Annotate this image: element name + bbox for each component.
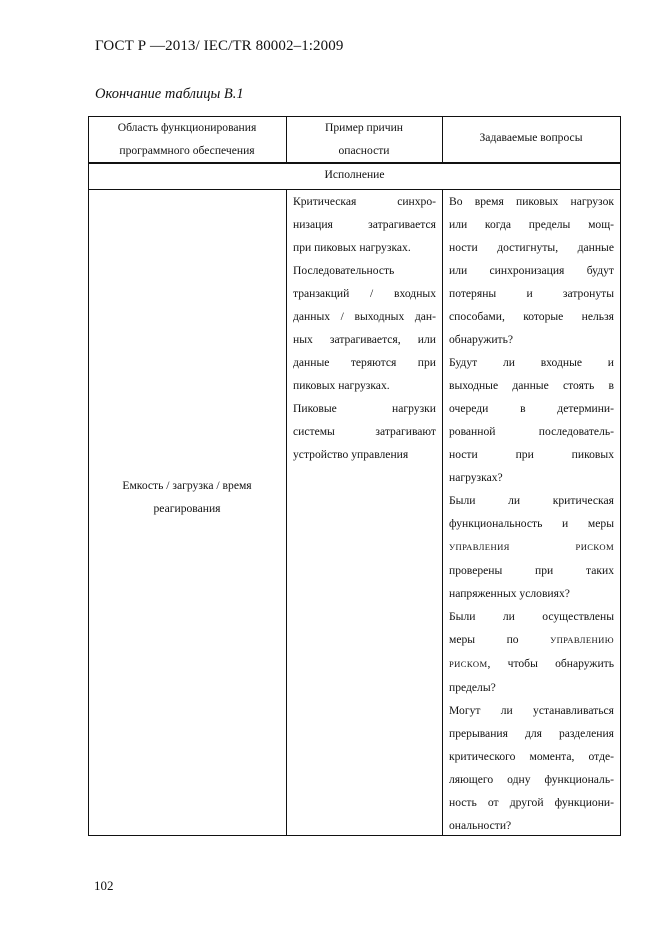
questions-line: напряженных условиях? — [449, 587, 570, 600]
questions-line: способами, которые нельзя — [449, 310, 614, 323]
questions-cell — [449, 190, 614, 837]
table-caption: Окончание таблицы В.1 — [95, 86, 244, 102]
questions-line-smallcaps — [449, 652, 614, 676]
questions-line: нагрузках? — [449, 471, 503, 484]
area-line2: реагирования — [153, 502, 221, 515]
header-causes — [286, 116, 442, 162]
causes-line: транзакций / входных — [293, 287, 436, 300]
causes-line: системы затрагивают — [293, 425, 436, 438]
questions-line: или когда пределы мощ- — [449, 218, 614, 231]
header-area — [88, 116, 286, 162]
questions-line-smallcaps — [449, 535, 614, 559]
causes-line: Критическая синхро- — [293, 195, 436, 208]
questions-fragment: , чтобы обнаружить — [487, 657, 614, 670]
causes-line: ных затрагивается, или — [293, 333, 436, 346]
page-number: 102 — [94, 878, 114, 893]
header-causes-line2: опасности — [338, 144, 390, 157]
questions-line: или синхронизация будут — [449, 264, 614, 277]
smallcaps-term: УПРАВЛЕНИЯ — [449, 542, 510, 552]
questions-line: ональности? — [449, 819, 512, 832]
questions-line: рованной последователь- — [449, 425, 614, 438]
causes-line: при пиковых нагрузках. — [293, 241, 411, 254]
section-title: Исполнение — [324, 168, 385, 181]
questions-line: обнаружить? — [449, 333, 514, 346]
causes-line: Последовательность — [293, 264, 395, 277]
questions-line: ности достигнуты, данные — [449, 241, 614, 254]
questions-line: очереди в детермини- — [449, 402, 614, 415]
header-area-line2: программного обеспечения — [119, 144, 255, 157]
causes-line: пиковых нагрузках. — [293, 379, 390, 392]
table-divider-2-body — [442, 190, 443, 836]
table-border-right — [620, 116, 621, 836]
causes-line: данные теряются при — [293, 356, 436, 369]
questions-line: функциональность и меры — [449, 517, 614, 530]
header-area-line1: Область функционирования — [117, 121, 257, 134]
risk-table — [88, 116, 621, 836]
questions-line-smallcaps — [449, 628, 614, 652]
document-header: ГОСТ Р —2013/ IEC/TR 80002–1:2009 — [95, 38, 344, 54]
smallcaps-term: УПРАВЛЕНИЮ — [550, 635, 614, 645]
causes-line: устройство управления — [293, 448, 409, 461]
header-questions: Задаваемые вопросы — [479, 131, 583, 144]
questions-line: критического момента, отде- — [449, 750, 614, 763]
questions-line: Во время пиковых нагрузок — [449, 195, 614, 208]
questions-line: выходные данные стоять в — [449, 379, 614, 392]
questions-line: потеряны и затронуты — [449, 287, 614, 300]
questions-line: Были ли критическая — [449, 494, 614, 507]
causes-line: данных / выходных дан- — [293, 310, 436, 323]
questions-line: прерывания для разделения — [449, 727, 614, 740]
questions-line: ности при пиковых — [449, 448, 614, 461]
table-divider-1-body — [286, 190, 287, 836]
questions-line: проверены при таких — [449, 564, 614, 577]
questions-line: пределы? — [449, 681, 496, 694]
smallcaps-term: РИСКОМ — [449, 659, 488, 669]
questions-line: Могут ли устанавливаться — [449, 704, 614, 717]
questions-fragment: меры по — [449, 633, 519, 646]
causes-line: низация затрагивается — [293, 218, 436, 231]
causes-cell — [293, 190, 436, 466]
questions-line: Были ли осуществлены — [449, 610, 614, 623]
questions-line: ляющего одну функциональ- — [449, 773, 614, 786]
questions-line: ность от другой функциони- — [449, 796, 614, 809]
area-line1: Емкость / загрузка / время — [122, 479, 252, 492]
questions-line: Будут ли входные и — [449, 356, 614, 369]
causes-line: Пиковые нагрузки — [293, 402, 436, 415]
header-causes-line1: Пример причин — [325, 121, 403, 134]
smallcaps-term: РИСКОМ — [575, 542, 614, 552]
area-cell — [88, 474, 286, 520]
